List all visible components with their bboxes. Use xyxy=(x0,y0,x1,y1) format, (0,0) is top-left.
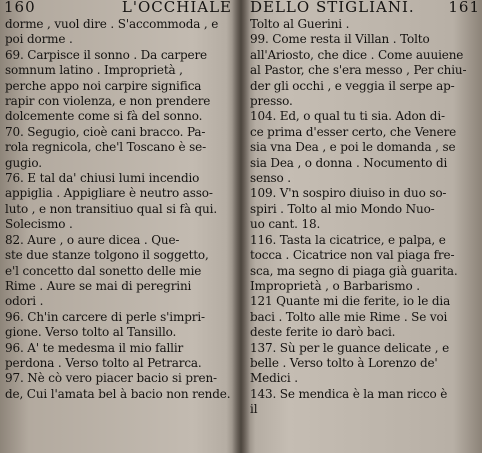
text-line: belle . Verso tolto à Lorenzo de' xyxy=(250,355,438,370)
text-line: rapir con violenza, e non prendere xyxy=(5,94,211,109)
text-line: 143. Se mendica è la man ricco è xyxy=(250,386,448,401)
text-line: sca, ma segno di piaga già guarita. xyxy=(250,263,458,278)
right-page-body xyxy=(248,17,482,418)
text-line: uo cant. 18. xyxy=(250,217,321,232)
text-line: somnum latino . Improprietà , xyxy=(5,63,183,78)
text-line: gugio. xyxy=(5,155,42,170)
text-line: poi dorme . xyxy=(5,32,73,47)
text-line: 69. Carpisce il sonno . Da carpere xyxy=(5,47,208,62)
left-page xyxy=(2,0,236,453)
text-line: odori . xyxy=(5,294,44,309)
text-line: 96. A' te medesma il mio fallir xyxy=(5,340,184,355)
text-line: 97. Nè cò vero piacer bacio si pren- xyxy=(5,371,217,386)
text-line: spiri . Tolto al mio Mondo Nuo- xyxy=(250,201,435,216)
text-line: de, Cui l'amata bel à bacio non rende. xyxy=(5,386,231,401)
text-line: gione. Verso tolto al Tansillo. xyxy=(5,325,177,340)
text-line: perdona . Verso tolto al Petrarca. xyxy=(5,355,202,370)
text-line: luto , e non transitiuo qual si fà qui. xyxy=(5,201,217,216)
left-page-header xyxy=(2,0,236,17)
text-line: 109. V'n sospiro diuiso in duo so- xyxy=(250,186,447,201)
text-line: 99. Come resta il Villan . Tolto xyxy=(250,32,430,47)
text-line: 96. Ch'in carcere di perle s'impri- xyxy=(5,309,205,324)
left-page-number: 160 xyxy=(4,0,36,16)
text-line: ste due stanze tolgono il soggetto, xyxy=(5,248,209,263)
left-running-head: L'OCCHIALE xyxy=(121,0,232,16)
text-line: der gli occhi , e veggia il serpe ap- xyxy=(250,78,455,93)
text-line: presso. xyxy=(250,94,293,109)
text-line: dorme , vuol dire . S'accommoda , e xyxy=(5,17,219,31)
text-line: 76. E tal da' chiusi lumi incendio xyxy=(5,171,200,186)
right-page-header xyxy=(248,0,482,17)
text-line: perche appo noi carpire significa xyxy=(5,78,202,93)
right-page-number: 161 xyxy=(448,0,480,16)
text-line: sia Dea , o donna . Nocumento di xyxy=(250,155,448,170)
text-line: e'l concetto dal sonetto delle mie xyxy=(5,263,202,278)
text-line: 121 Quante mi die ferite, io le dia xyxy=(250,294,451,309)
left-page-body xyxy=(2,17,236,402)
text-line: baci . Tolto alle mie Rime . Se voi xyxy=(250,309,448,324)
text-line: Rime . Aure se mai di peregrini xyxy=(5,278,192,293)
text-line: all'Ariosto, che dice . Come auuiene xyxy=(250,47,464,62)
text-line: deste ferite io darò baci. xyxy=(250,325,396,340)
text-line: sia vna Dea , e poi le domanda , se xyxy=(250,140,456,155)
text-line: il xyxy=(250,402,258,417)
text-line: rola regnicola, che'l Toscano è se- xyxy=(5,140,207,155)
text-line: 104. Ed, o qual tu ti sia. Adon di- xyxy=(250,109,445,124)
text-line: senso . xyxy=(250,171,291,186)
right-page xyxy=(248,0,482,453)
text-line: ce prima d'esser certo, che Venere xyxy=(250,124,457,139)
right-running-head: DELLO STIGLIANI. xyxy=(250,0,415,16)
text-line: 137. Sù per le guance delicate , e xyxy=(250,340,450,355)
text-line: Solecismo . xyxy=(5,217,73,232)
text-line: Improprietà , o Barbarismo . xyxy=(250,278,420,293)
text-line: 116. Tasta la cicatrice, e palpa, e xyxy=(250,232,446,247)
text-line: Tolto al Guerini . xyxy=(250,17,350,31)
text-line: tocca . Cicatrice non val piaga fre- xyxy=(250,248,455,263)
text-line: al Pastor, che s'era messo , Per chiu- xyxy=(250,63,467,78)
text-line: dolcemente come si fà del sonno. xyxy=(5,109,203,124)
text-line: Medici . xyxy=(250,371,298,386)
text-line: 70. Segugio, cioè cani bracco. Pa- xyxy=(5,124,206,139)
text-line: 82. Aure , o aure dicea . Que- xyxy=(5,232,180,247)
text-line: appiglia . Appigliare è neutro asso- xyxy=(5,186,213,201)
